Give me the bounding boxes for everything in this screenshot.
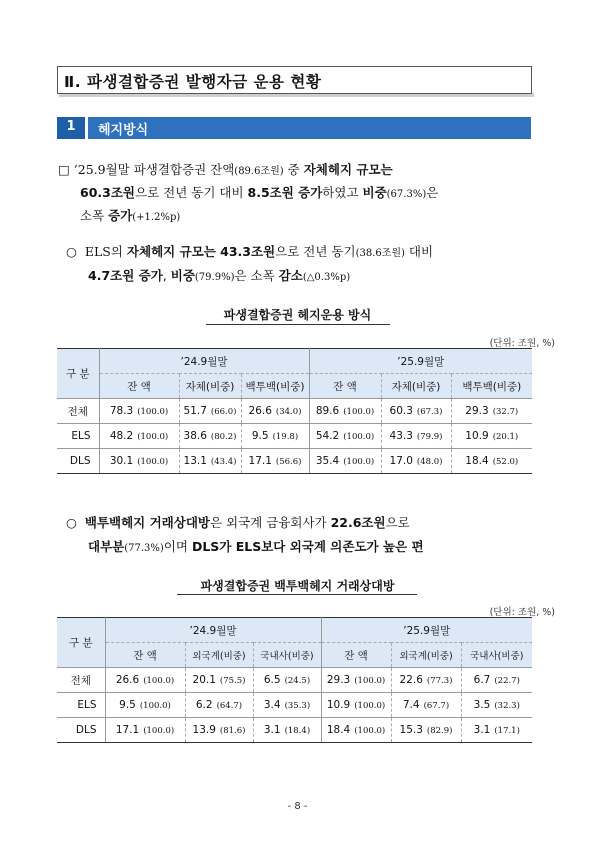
table2-period-1: ’24.9월말	[105, 618, 321, 643]
sub-bullet-1-line-1: ○ ELS의 자체헤지 규모는 43.3조원으로 전년 동기(38.6조원) 대비	[66, 244, 434, 259]
table2-unit: (단위: 조원, %)	[489, 607, 555, 618]
table-cell: 3.4 (35.3)	[253, 693, 321, 718]
table1-caption-underline	[206, 324, 390, 325]
table-cell: 15.3 (82.9)	[391, 718, 461, 743]
sub-bullet-2-line-1: ○ 백투백헤지 거래상대방은 외국계 금융회사가 22.6조원으로	[66, 515, 410, 530]
table-cell: 6.7 (22.7)	[461, 668, 532, 693]
table-cell: 18.4 (52.0)	[451, 449, 532, 474]
table1-col-header: 자체(비중)	[381, 374, 451, 399]
table2-caption-underline	[177, 594, 417, 595]
table2-col-header: 잔 액	[105, 643, 185, 668]
row-label: ELS	[57, 424, 99, 449]
section-title: Ⅱ. 파생결합증권 발행자금 운용 현황	[64, 73, 322, 91]
subsection-title: 헤지방식	[98, 123, 149, 138]
table-row	[57, 668, 532, 693]
table2-row-header: 구 분	[57, 618, 105, 668]
table-row	[57, 718, 532, 743]
table1-period-2: ’25.9월말	[309, 349, 532, 374]
table1-col-header: 잔 액	[99, 374, 179, 399]
table-cell: 22.6 (77.3)	[391, 668, 461, 693]
table-cell: 54.2 (100.0)	[309, 424, 381, 449]
table-cell: 29.3 (100.0)	[321, 668, 391, 693]
table-row	[57, 449, 532, 474]
table-cell: 51.7 (66.0)	[179, 399, 241, 424]
table-cell: 10.9 (100.0)	[321, 693, 391, 718]
table2-col-header: 외국계(비중)	[185, 643, 253, 668]
circle-bullet-icon: ○	[66, 244, 77, 259]
table1-period-1: ’24.9월말	[99, 349, 309, 374]
table-cell: 3.1 (17.1)	[461, 718, 532, 743]
page-number: - 8 -	[287, 801, 308, 812]
table1-caption: 파생결합증권 헤지운용 방식	[223, 308, 372, 322]
table-cell: 7.4 (67.7)	[391, 693, 461, 718]
table-cell: 13.9 (81.6)	[185, 718, 253, 743]
table2-period-2: ’25.9월말	[321, 618, 532, 643]
circle-bullet-icon: ○	[66, 515, 77, 530]
row-label: DLS	[57, 718, 105, 743]
table2-col-header: 국내사(비중)	[253, 643, 321, 668]
row-label: 전체	[57, 668, 105, 693]
table-cell: 38.6 (80.2)	[179, 424, 241, 449]
main-bullet-line-2: 60.3조원으로 전년 동기 대비 8.5조원 증가하였고 비중(67.3%)은	[80, 185, 439, 200]
table-cell: 9.5 (100.0)	[105, 693, 185, 718]
table-cell: 3.5 (32.3)	[461, 693, 532, 718]
row-label: ELS	[57, 693, 105, 718]
row-label: DLS	[57, 449, 99, 474]
table-cell: 48.2 (100.0)	[99, 424, 179, 449]
table1-col-header: 자체(비중)	[179, 374, 241, 399]
table-cell: 17.1 (56.6)	[241, 449, 309, 474]
table-cell: 18.4 (100.0)	[321, 718, 391, 743]
subsection-title-box	[88, 117, 531, 139]
table-row	[57, 424, 532, 449]
square-bullet-icon: □	[58, 162, 70, 177]
table-cell: 26.6 (34.0)	[241, 399, 309, 424]
table-cell: 6.2 (64.7)	[185, 693, 253, 718]
table-cell: 35.4 (100.0)	[309, 449, 381, 474]
table1-unit: (단위: 조원, %)	[489, 338, 555, 349]
table-cell: 13.1 (43.4)	[179, 449, 241, 474]
sub-bullet-2-line-2: 대부분(77.3%)이며 DLS가 ELS보다 외국계 의존도가 높은 편	[88, 539, 424, 554]
table-cell: 29.3 (32.7)	[451, 399, 532, 424]
table-cell: 17.0 (48.0)	[381, 449, 451, 474]
table-cell: 9.5 (19.8)	[241, 424, 309, 449]
table-cell: 60.3 (67.3)	[381, 399, 451, 424]
table2-col-header: 국내사(비중)	[461, 643, 532, 668]
table1-col-header: 잔 액	[309, 374, 381, 399]
table1-row-header: 구 분	[57, 349, 99, 399]
table2-col-header: 잔 액	[321, 643, 391, 668]
table-cell: 43.3 (79.9)	[381, 424, 451, 449]
table-row	[57, 399, 532, 424]
table1-col-header: 백투백(비중)	[241, 374, 309, 399]
back-to-back-counterparty-table	[57, 617, 532, 743]
table-row	[57, 693, 532, 718]
table2-col-header: 외국계(비중)	[391, 643, 461, 668]
table-cell: 30.1 (100.0)	[99, 449, 179, 474]
table2-caption: 파생결합증권 백투백헤지 거래상대방	[200, 579, 395, 593]
table-cell: 6.5 (24.5)	[253, 668, 321, 693]
main-bullet-line-3: 소폭 증가(+1.2%p)	[80, 208, 181, 223]
table-cell: 78.3 (100.0)	[99, 399, 179, 424]
table1-col-header: 백투백(비중)	[451, 374, 532, 399]
hedge-method-table	[57, 348, 532, 474]
row-label: 전체	[57, 399, 99, 424]
table-cell: 10.9 (20.1)	[451, 424, 532, 449]
table-cell: 3.1 (18.4)	[253, 718, 321, 743]
sub-bullet-1-line-2: 4.7조원 증가, 비중(79.9%)은 소폭 감소(△0.3%p)	[88, 268, 351, 283]
subsection-number: 1	[66, 119, 76, 134]
table-cell: 20.1 (75.5)	[185, 668, 253, 693]
table-cell: 17.1 (100.0)	[105, 718, 185, 743]
main-bullet-line-1: □ ’25.9월말 파생결합증권 잔액(89.6조원) 중 자체헤지 규모는	[58, 162, 393, 177]
table-cell: 89.6 (100.0)	[309, 399, 381, 424]
table-cell: 26.6 (100.0)	[105, 668, 185, 693]
